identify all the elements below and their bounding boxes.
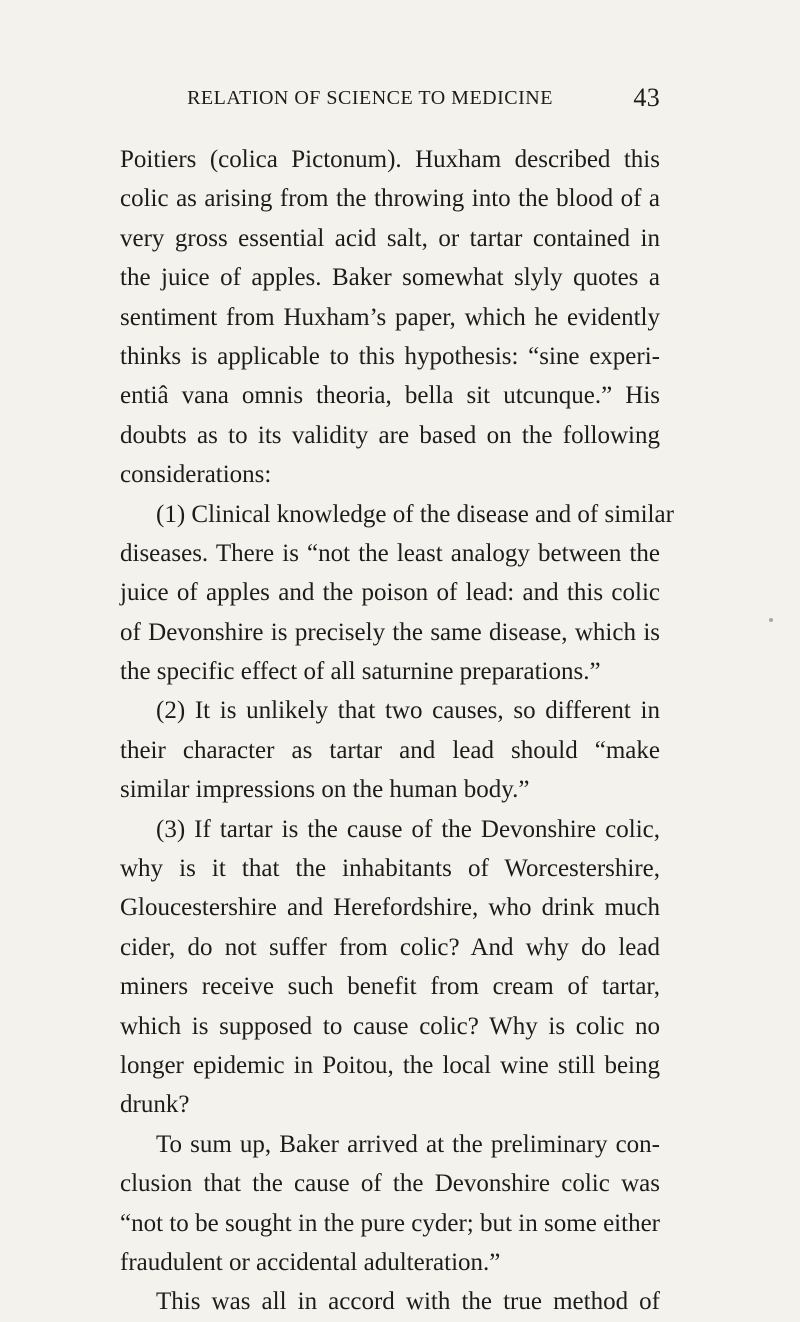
text-line: (1) Clinical knowledge of the disease and of similar <box>156 500 674 528</box>
text-line: why is it that the inhabitants of Worcestershire, <box>120 855 660 883</box>
text-line: longer epidemic in Poitou, the local wine still being <box>120 1051 660 1079</box>
text-line: colic as arising from the throwing into the blood of a <box>120 185 660 213</box>
running-head <box>120 78 660 118</box>
text-line: “not to be sought in the pure cyder; but in some either <box>120 1209 660 1237</box>
text-line: juice of apples and the poison of lead: and this colic <box>120 579 660 607</box>
page-number: 43 <box>633 83 660 112</box>
text-line: entiâ vana omnis theoria, bella sit utcunque.” His <box>120 382 660 410</box>
text-line: their character as tartar and lead should “make <box>120 736 660 764</box>
text-line: Poitiers (colica Pictonum). Huxham described this <box>120 146 660 173</box>
text-line: fraudulent or accidental adulteration.” <box>120 1248 501 1276</box>
body-text <box>120 140 674 1322</box>
text-line: cider, do not suffer from colic? And why do lead <box>120 933 660 961</box>
text-line: (3) If tartar is the cause of the Devonshire colic, <box>156 815 660 843</box>
text-line: thinks is applicable to this hypothesis: “sine experi- <box>120 342 660 370</box>
text-line: very gross essential acid salt, or tartar contained in <box>120 224 660 252</box>
text-line: miners receive such benefit from cream of tartar, <box>120 973 660 1001</box>
text-line: the specific effect of all saturnine preparations.” <box>120 658 601 686</box>
text-line: This was all in accord with the true method of <box>156 1288 660 1316</box>
text-line: To sum up, Baker arrived at the preliminary con- <box>156 1130 660 1158</box>
text-line: diseases. There is “not the least analogy between the <box>120 539 660 567</box>
running-head-title: RELATION OF SCIENCE TO MEDICINE <box>187 86 553 109</box>
text-line: doubts as to its validity are based on the following <box>120 421 660 449</box>
text-line: drunk? <box>120 1091 190 1119</box>
text-line: of Devonshire is precisely the same disease, which is <box>120 618 660 646</box>
text-line: Gloucestershire and Herefordshire, who drink much <box>120 894 660 922</box>
text-line: (2) It is unlikely that two causes, so different in <box>156 697 660 725</box>
text-line: similar impressions on the human body.” <box>120 776 530 804</box>
paper-speck <box>769 618 773 622</box>
text-line: clusion that the cause of the Devonshire colic was <box>120 1170 660 1198</box>
text-line: which is supposed to cause colic? Why is colic no <box>120 1012 660 1040</box>
text-line: sentiment from Huxham’s paper, which he evidently <box>120 303 660 331</box>
text-line: the juice of apples. Baker somewhat slyly quotes a <box>120 264 660 292</box>
text-line: considerations: <box>120 461 272 489</box>
